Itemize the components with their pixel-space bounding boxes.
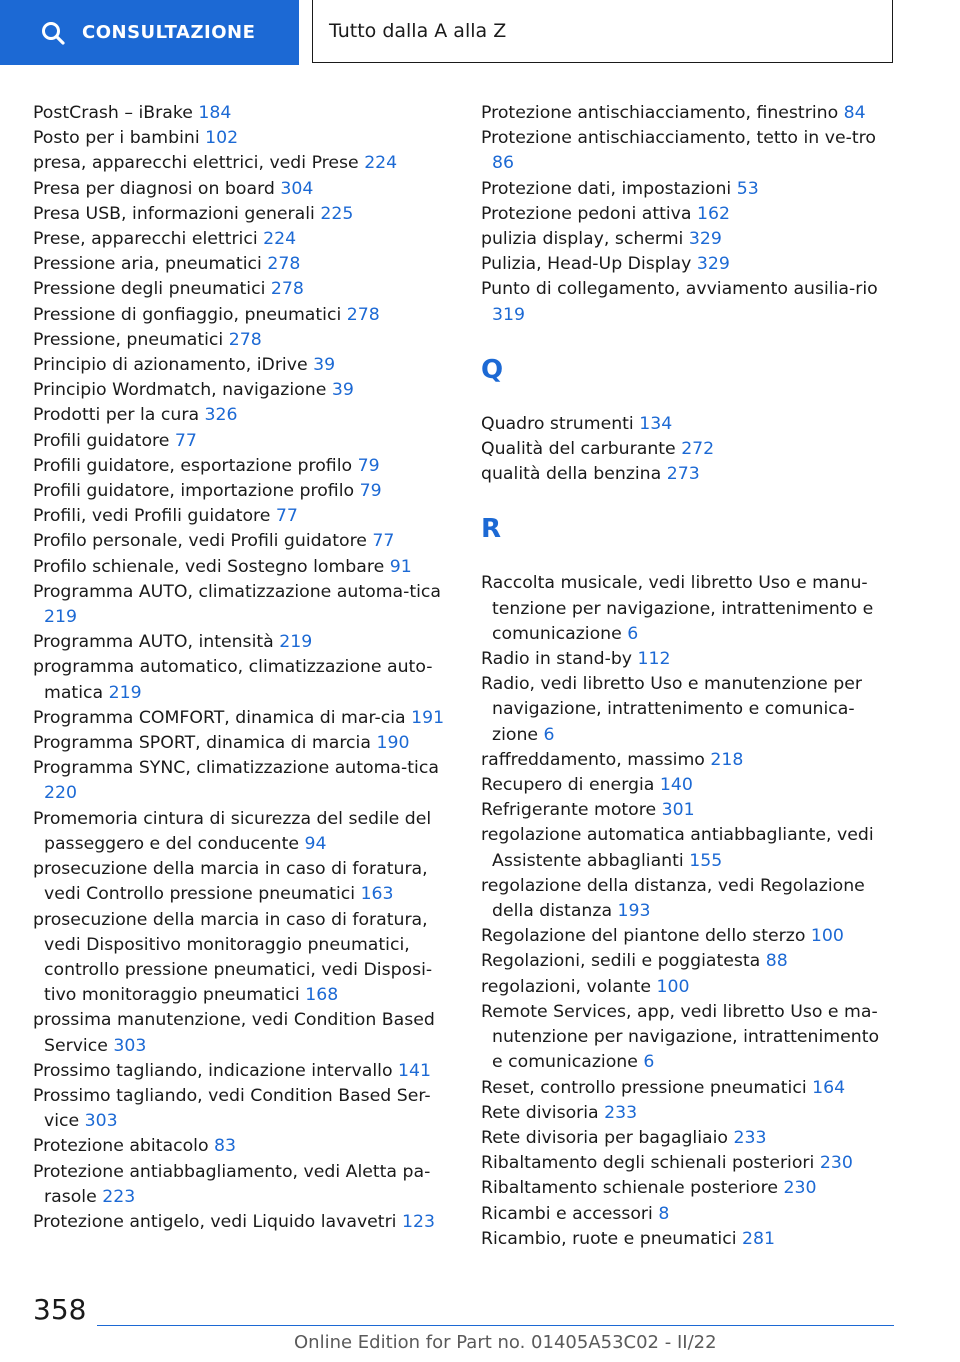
page-reference-link[interactable]: 225 [320, 203, 354, 224]
entry-term: Prese, apparecchi elettrici [33, 229, 258, 250]
index-entry [33, 504, 453, 529]
entry-term: Presa per diagnosi on board [33, 178, 275, 199]
entry-term: Ricambio, ruote e pneumatici [481, 1228, 737, 1249]
entry-term: Protezione abitacolo [33, 1136, 209, 1157]
page-reference-link[interactable]: 184 [198, 103, 232, 123]
footer-divider [97, 1325, 894, 1326]
index-entry [33, 555, 453, 580]
page-reference-link[interactable]: 319 [492, 304, 525, 325]
entry-term: Rete divisoria [481, 1102, 599, 1123]
index-entry [481, 773, 891, 798]
entry-term: Programma AUTO, climatizzazione automa-tica [33, 581, 442, 602]
page-reference-link[interactable]: 79 [359, 481, 382, 502]
index-entry [33, 454, 453, 479]
page-reference-link[interactable]: 141 [398, 1060, 432, 1081]
entry-term: Ribaltamento schienale posteriore [481, 1178, 778, 1199]
entry-term: Ricambi e accessori [481, 1203, 653, 1224]
entry-term: pulizia display, schermi [481, 229, 684, 250]
page-reference-link[interactable]: 155 [689, 850, 723, 871]
page-reference-link[interactable]: 220 [44, 783, 77, 804]
page-reference-link[interactable]: 168 [305, 985, 339, 1006]
page-reference-link[interactable]: 230 [819, 1153, 853, 1174]
index-entry [33, 101, 453, 126]
index-entry [33, 227, 453, 252]
index-entry [33, 277, 453, 302]
page-reference-link[interactable]: 8 [658, 1203, 670, 1224]
page-reference-link[interactable]: 278 [346, 304, 380, 325]
page-reference-link[interactable]: 278 [270, 279, 304, 300]
index-entry [33, 706, 453, 731]
index-entry [481, 412, 891, 437]
entry-term: Profili guidatore, esportazione profilo [33, 455, 353, 476]
page-reference-link[interactable]: 164 [812, 1077, 846, 1098]
index-entry [481, 462, 891, 487]
entry-term: Refrigerante motore [481, 800, 657, 821]
entry-term: Presa USB, informazioni generali [33, 203, 315, 224]
index-entry [481, 227, 891, 252]
index-entry [33, 529, 453, 554]
index-entry [33, 202, 453, 227]
page-reference-link[interactable]: 102 [205, 128, 239, 149]
page-reference-link[interactable]: 100 [810, 926, 844, 947]
entry-term: qualità della benzina [481, 464, 662, 485]
entry-term: Regolazione del piantone dello sterzo [481, 926, 806, 947]
index-entry [481, 1076, 891, 1101]
entry-term: Regolazioni, sedili e poggiatesta [481, 951, 761, 972]
index-entry [33, 429, 453, 454]
index-entry [481, 1101, 891, 1126]
index-entry [481, 798, 891, 823]
page-reference-link[interactable]: 278 [267, 254, 301, 275]
index-entry [33, 403, 453, 428]
entry-term: Protezione antischiacciamento, tetto in ve-tro [481, 128, 876, 149]
page-reference-link[interactable]: 193 [617, 901, 651, 922]
entry-term: Reset, controllo pressione pneumatici [481, 1077, 807, 1098]
entry-term: Radio in stand-by [481, 649, 633, 670]
page-reference-link[interactable]: 303 [113, 1035, 147, 1056]
entry-term: Profili guidatore [33, 430, 170, 451]
index-entry [33, 151, 453, 176]
entry-term: Radio, vedi libretto Uso e manutenzione per navigazione, intrattenimento e comunica-zione [481, 674, 862, 745]
entry-term: Profili, vedi Profili guidatore [33, 506, 271, 527]
entry-term: Rete divisoria per bagagliaio [481, 1127, 728, 1148]
index-entry [481, 672, 891, 748]
entry-term: Protezione dati, impostazioni [481, 178, 732, 199]
page-reference-link[interactable]: 77 [372, 531, 395, 552]
index-entry [33, 1084, 453, 1134]
index-entry [33, 1160, 453, 1210]
page-reference-link[interactable]: 190 [376, 733, 410, 754]
entry-term: Principio di azionamento, iDrive [33, 355, 308, 376]
entry-term: Ribaltamento degli schienali posteriori [481, 1153, 815, 1174]
index-entry [481, 571, 891, 647]
page-reference-link[interactable]: 6 [543, 724, 555, 745]
entry-term: Principio Wordmatch, navigazione [33, 380, 327, 401]
entry-term: Protezione antischiacciamento, finestrino [481, 103, 839, 123]
letter-heading-r: R [481, 514, 502, 545]
entry-term: Qualità del carburante [481, 439, 676, 460]
page-reference-link[interactable]: 91 [389, 556, 412, 577]
entry-term: prosecuzione della marcia in caso di foratura, vedi Dispositivo monitoraggio pneumatici, controllo pressione pneumatici, vedi Disposi-tivo monitoraggio pneumatici [33, 909, 433, 1006]
edition-note: Online Edition for Part no. 01405A53C02 - II/22 [294, 1332, 717, 1353]
index-entry [33, 1008, 453, 1058]
index-entry [481, 975, 891, 1000]
entry-term: Punto di collegamento, avviamento ausilia-rio [481, 279, 878, 300]
page-number: 358 [33, 1293, 87, 1326]
index-entry [481, 202, 891, 227]
index-entry [481, 874, 891, 924]
entry-term: programma automatico, climatizzazione auto-matica [33, 657, 433, 703]
entry-term: Pressione, pneumatici [33, 329, 224, 350]
page-reference-link[interactable]: 134 [639, 413, 673, 434]
chapter-title-box [312, 0, 893, 63]
entry-term: Programma SPORT, dinamica di marcia [33, 733, 371, 754]
entry-term: Protezione antigelo, vedi Liquido lavavetri [33, 1211, 397, 1232]
index-entry [33, 252, 453, 277]
index-entry [33, 630, 453, 655]
entry-term: Recupero di energia [481, 775, 655, 796]
index-entry [33, 857, 453, 907]
index-entry [33, 328, 453, 353]
index-column-right [481, 101, 891, 1252]
index-entry [481, 1202, 891, 1227]
entry-term: Promemoria cintura di sicurezza del sedile del passeggero e del conducente [33, 808, 432, 854]
entry-term: Profili guidatore, importazione profilo [33, 481, 355, 502]
index-entry [481, 252, 891, 277]
index-entry [481, 823, 891, 873]
q-entries [481, 412, 891, 488]
page-reference-link[interactable]: 326 [204, 405, 238, 426]
index-entry [33, 807, 453, 857]
page-reference-link[interactable]: 39 [331, 380, 354, 401]
index-entry [481, 1126, 891, 1151]
index-entry [481, 1227, 891, 1252]
entry-term: regolazioni, volante [481, 976, 652, 997]
index-entry [33, 1059, 453, 1084]
page-reference-link[interactable]: 140 [659, 775, 693, 796]
index-entry [481, 924, 891, 949]
chapter-title: Tutto dalla A alla Z [329, 20, 507, 42]
index-entry [33, 731, 453, 756]
index-entry [481, 177, 891, 202]
r-entries [481, 571, 891, 1251]
page-reference-link[interactable]: 77 [275, 506, 298, 527]
page-reference-link[interactable]: 162 [697, 203, 730, 224]
page-reference-link[interactable]: 233 [604, 1102, 638, 1123]
section-label: CONSULTAZIONE [82, 22, 256, 43]
page-reference-link[interactable]: 272 [681, 439, 715, 460]
entry-term: Prossimo tagliando, vedi Condition Based Ser-vice [33, 1085, 431, 1132]
index-entry [481, 437, 891, 462]
entry-term: Programma SYNC, climatizzazione automa-tica [33, 758, 439, 779]
page-reference-link[interactable]: 219 [279, 632, 313, 653]
page-reference-link[interactable]: 77 [174, 430, 197, 451]
entry-term: Posto per i bambini [33, 128, 200, 149]
page-reference-link[interactable]: 224 [263, 229, 297, 250]
entry-term: presa, apparecchi elettrici, vedi Prese [33, 153, 359, 174]
entry-term: Remote Services, app, vedi libretto Uso e ma-nutenzione per navigazione, intrattenimento e comunicazione [481, 1001, 880, 1073]
index-entry [33, 479, 453, 504]
index-entry [481, 101, 891, 126]
entry-term: regolazione automatica antiabbagliante, vedi Assistente abbaglianti [481, 825, 874, 871]
index-entry [481, 1000, 891, 1076]
search-icon [40, 20, 66, 46]
index-entry [33, 580, 453, 630]
entry-term: regolazione della distanza, vedi Regolazione della distanza [481, 875, 865, 922]
index-entry [481, 949, 891, 974]
page-reference-link[interactable]: 100 [656, 976, 690, 997]
page-reference-link[interactable]: 163 [360, 884, 394, 905]
index-entry [33, 908, 453, 1009]
letter-heading-q: Q [481, 354, 504, 385]
page-reference-link[interactable]: 112 [637, 649, 671, 670]
index-entry [33, 353, 453, 378]
page-reference-link[interactable]: 83 [214, 1136, 237, 1157]
page-reference-link[interactable]: 281 [742, 1228, 776, 1249]
page-reference-link[interactable]: 79 [357, 455, 380, 476]
page-reference-link[interactable]: 301 [661, 800, 695, 821]
entry-term: prossima manutenzione, vedi Condition Based Service [33, 1010, 435, 1056]
index-entry [33, 1210, 453, 1235]
page-reference-link[interactable]: 6 [643, 1052, 655, 1073]
p-entries [481, 101, 891, 328]
page-reference-link[interactable]: 6 [627, 623, 639, 644]
entry-term: Profilo personale, vedi Profili guidatore [33, 531, 367, 552]
index-entry [481, 1151, 891, 1176]
index-entry [481, 748, 891, 773]
index-entry [33, 655, 453, 705]
entry-term: Profilo schienale, vedi Sostegno lombare [33, 556, 385, 577]
index-entry [481, 1176, 891, 1201]
section-tab[interactable] [0, 0, 299, 65]
index-column-left [33, 101, 453, 1235]
entry-term: Prodotti per la cura [33, 405, 200, 426]
index-entry [33, 1134, 453, 1159]
index-entry [481, 277, 891, 327]
page-reference-link[interactable]: 233 [733, 1127, 767, 1148]
entry-term: Pressione di gonfiaggio, pneumatici [33, 304, 342, 325]
page-reference-link[interactable]: 86 [492, 153, 514, 174]
index-entry [33, 378, 453, 403]
page-reference-link[interactable]: 94 [304, 833, 327, 854]
entry-term: Pressione degli pneumatici [33, 279, 266, 300]
page-reference-link[interactable]: 224 [364, 153, 398, 174]
page-reference-link[interactable]: 123 [402, 1211, 435, 1232]
page-reference-link[interactable]: 219 [108, 682, 142, 703]
entry-term: Prossimo tagliando, indicazione intervallo [33, 1060, 393, 1081]
page-reference-link[interactable]: 329 [688, 229, 722, 250]
entry-term: PostCrash – iBrake [33, 103, 193, 123]
entry-term: Pressione aria, pneumatici [33, 254, 262, 275]
entry-term: Programma COMFORT, dinamica di mar-cia [33, 707, 406, 728]
index-entry [33, 177, 453, 202]
page-reference-link[interactable]: 218 [710, 749, 744, 770]
page-reference-link[interactable]: 191 [411, 707, 445, 728]
entry-term: Pulizia, Head-Up Display [481, 254, 692, 275]
entry-term: prosecuzione della marcia in caso di foratura, vedi Controllo pressione pneumatici [33, 859, 428, 905]
index-entry [481, 647, 891, 672]
index-entry [33, 756, 453, 806]
page-reference-link[interactable]: 273 [666, 464, 700, 485]
page-reference-link[interactable]: 329 [696, 254, 730, 275]
entry-term: Quadro strumenti [481, 413, 634, 434]
page-reference-link[interactable]: 39 [313, 355, 336, 376]
page-reference-link[interactable]: 304 [280, 178, 314, 199]
index-entry [481, 126, 891, 176]
page-reference-link[interactable]: 303 [84, 1111, 118, 1132]
page-reference-link[interactable]: 88 [765, 951, 788, 972]
entry-term: Protezione pedoni attiva [481, 203, 692, 224]
entry-term: Programma AUTO, intensità [33, 632, 274, 653]
page-reference-link[interactable]: 53 [736, 178, 759, 199]
index-entry [33, 303, 453, 328]
page-reference-link[interactable]: 219 [44, 607, 77, 628]
page-reference-link[interactable]: 278 [228, 329, 262, 350]
index-entry [33, 126, 453, 151]
page-reference-link[interactable]: 223 [102, 1186, 136, 1207]
entry-term: raffreddamento, massimo [481, 749, 705, 770]
entry-term: Raccolta musicale, vedi libretto Uso e manu-tenzione per navigazione, intrattenimento e comunicazione [481, 573, 874, 644]
page-reference-link[interactable]: 84 [843, 103, 866, 123]
page-reference-link[interactable]: 230 [783, 1178, 817, 1199]
entry-term: Protezione antiabbagliamento, vedi Aletta pa-rasole [33, 1161, 431, 1207]
